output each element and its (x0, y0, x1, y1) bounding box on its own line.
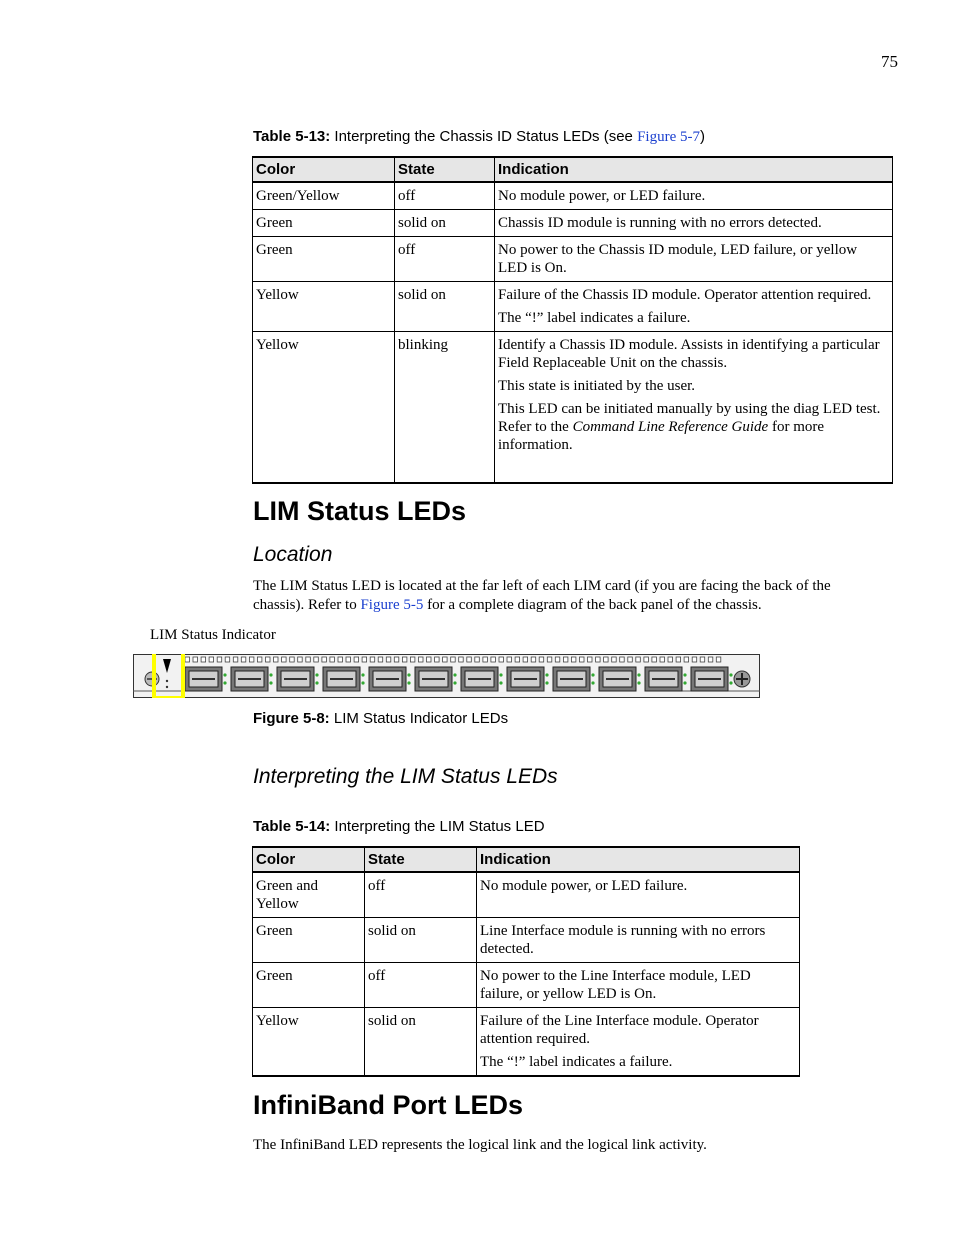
guide-title: Command Line Reference Guide (572, 419, 769, 435)
table-caption-text: Interpreting the Chassis ID Status LEDs (see (330, 128, 638, 145)
table-row (253, 210, 893, 237)
led-square (427, 657, 432, 662)
indication-text: Identify a Chassis ID module. Assists in identifying a particular Field Replaceable Unit on the chassis. (498, 337, 880, 371)
led-square (185, 657, 190, 662)
indication-text: No power to the Line Interface module, LED failure, or yellow LED is On. (480, 968, 751, 1002)
cell-state: solid on (365, 918, 477, 963)
cell-indication (477, 918, 800, 963)
led-square (209, 657, 214, 662)
cell-color: Yellow (253, 332, 395, 483)
infiniband-port (645, 667, 687, 691)
indication-note-start: This LED can be initiated manually by using the diag LED test. Refer to the (498, 401, 881, 435)
led-square (354, 657, 359, 662)
header-indication: Indication (495, 157, 893, 182)
cell-indication (477, 1008, 800, 1077)
indication-text: Failure of the Line Interface module. Operator attention required. (480, 1013, 759, 1047)
led-square (692, 657, 697, 662)
indication-text: No power to the Chassis ID module, LED failure, or yellow LED is On. (498, 242, 858, 276)
subsection-title-location: Location (253, 543, 333, 566)
led-square (282, 657, 287, 662)
table-row (253, 237, 893, 282)
led-square (507, 657, 512, 662)
right-screw-icon (734, 671, 750, 687)
led-square (459, 657, 464, 662)
led-square (620, 657, 625, 662)
led-square (580, 657, 585, 662)
led-square (338, 657, 343, 662)
led-square (370, 657, 375, 662)
led-square (225, 657, 230, 662)
lim-status-led-table (252, 846, 800, 1077)
table-caption-label: Table 5-13: (253, 128, 331, 145)
led-square (652, 657, 657, 662)
led-square (700, 657, 705, 662)
header-color: Color (253, 157, 395, 182)
infiniband-port (691, 667, 733, 691)
cell-state: off (365, 963, 477, 1008)
table-caption-text: Interpreting the LIM Status LED (330, 818, 545, 835)
figure-5-8-caption (253, 710, 508, 727)
table-caption-label: Table 5-14: (253, 818, 331, 835)
cell-color: Green and Yellow (253, 872, 365, 918)
header-color: Color (253, 847, 365, 872)
led-square (451, 657, 456, 662)
table-header-row (253, 157, 893, 182)
cell-state: blinking (395, 332, 495, 483)
table-row (253, 1008, 800, 1077)
led-square (257, 657, 262, 662)
page-number: 75 (881, 52, 898, 71)
led-square (233, 657, 238, 662)
lim-card-panel-illustration (133, 654, 760, 698)
led-square (217, 657, 222, 662)
led-square (531, 657, 536, 662)
led-square (684, 657, 689, 662)
led-square (290, 657, 295, 662)
led-square (266, 657, 271, 662)
led-square (241, 657, 246, 662)
led-square (483, 657, 488, 662)
led-square (475, 657, 480, 662)
indication-text: No module power, or LED failure. (480, 878, 688, 894)
led-square (330, 657, 335, 662)
led-square (249, 657, 254, 662)
lim-status-indicator-label: LIM Status Indicator (150, 627, 276, 643)
led-square (547, 657, 552, 662)
infiniband-port (553, 667, 595, 691)
cell-indication (477, 963, 800, 1008)
cell-indication (495, 182, 893, 210)
led-square (386, 657, 391, 662)
cell-indication (495, 237, 893, 282)
chassis-id-led-table (252, 156, 893, 484)
indication-note: This state is initiated by the user. (498, 378, 696, 394)
led-square (201, 657, 206, 662)
indication-text: Chassis ID module is running with no errors detected. (498, 215, 822, 231)
led-square (515, 657, 520, 662)
indication-text: Line Interface module is running with no errors detected. (480, 923, 766, 957)
led-square (443, 657, 448, 662)
led-square (410, 657, 415, 662)
cell-color: Green (253, 237, 395, 282)
led-square (612, 657, 617, 662)
location-paragraph (253, 577, 863, 615)
cell-state: solid on (395, 282, 495, 332)
led-square (394, 657, 399, 662)
cell-state: solid on (365, 1008, 477, 1077)
led-square (322, 657, 327, 662)
led-square (378, 657, 383, 662)
infiniband-port (599, 667, 641, 691)
cell-indication (495, 282, 893, 332)
table-5-14-caption (253, 818, 545, 835)
cell-indication (495, 332, 893, 483)
led-square (563, 657, 568, 662)
led-square (539, 657, 544, 662)
figure-5-7-link[interactable]: Figure 5-7 (637, 129, 700, 145)
cell-indication (477, 872, 800, 918)
led-square (636, 657, 641, 662)
figure-5-5-link[interactable]: Figure 5-5 (360, 597, 424, 613)
led-square (314, 657, 319, 662)
infiniband-port (415, 667, 457, 691)
indication-text: Failure of the Chassis ID module. Operator attention required. (498, 287, 872, 303)
led-square (419, 657, 424, 662)
cell-state: off (395, 182, 495, 210)
table-row (253, 182, 893, 210)
cell-color: Green (253, 918, 365, 963)
led-square (491, 657, 496, 662)
table-row (253, 282, 893, 332)
led-square (555, 657, 560, 662)
infiniband-port (369, 667, 411, 691)
led-square (571, 657, 576, 662)
infiniband-port (507, 667, 549, 691)
header-state: State (395, 157, 495, 182)
led-square (596, 657, 601, 662)
infiniband-paragraph: The InfiniBand LED represents the logical link and the logical link activity. (253, 1137, 707, 1153)
header-indication: Indication (477, 847, 800, 872)
infiniband-port (231, 667, 273, 691)
led-square (362, 657, 367, 662)
led-square (467, 657, 472, 662)
section-title-lim-status-leds: LIM Status LEDs (253, 496, 467, 526)
indication-note: The “!” label indicates a failure. (480, 1054, 673, 1070)
led-square (499, 657, 504, 662)
figure-caption-label: Figure 5-8: (253, 710, 330, 727)
cell-state: off (365, 872, 477, 918)
cell-color: Green (253, 210, 395, 237)
led-square (523, 657, 528, 662)
led-square (660, 657, 665, 662)
cell-state: off (395, 237, 495, 282)
cell-color: Yellow (253, 1008, 365, 1077)
led-square (193, 657, 198, 662)
subsection-title-interpreting-lim: Interpreting the LIM Status LEDs (253, 765, 558, 788)
infiniband-port (461, 667, 503, 691)
infiniband-port (323, 667, 365, 691)
led-square (628, 657, 633, 662)
led-square (435, 657, 440, 662)
infiniband-port (185, 667, 227, 691)
indication-note: The “!” label indicates a failure. (498, 310, 691, 326)
location-text: The LIM Status LED is located at the far left of each LIM card (if you are facing the back of the chassis). Refer to (253, 578, 831, 613)
indication-note (498, 400, 889, 454)
figure-caption-text: LIM Status Indicator LEDs (329, 710, 509, 727)
led-square (298, 657, 303, 662)
header-state: State (365, 847, 477, 872)
table-5-13-caption (253, 128, 705, 146)
cell-color: Green (253, 963, 365, 1008)
table-header-row (253, 847, 800, 872)
led-square (346, 657, 351, 662)
table-row (253, 332, 893, 483)
led-square (274, 657, 279, 662)
table-row (253, 872, 800, 918)
infiniband-port (277, 667, 319, 691)
table-row (253, 963, 800, 1008)
led-square (644, 657, 649, 662)
led-square (306, 657, 311, 662)
led-square (402, 657, 407, 662)
cell-color: Yellow (253, 282, 395, 332)
led-square (708, 657, 713, 662)
led-square (668, 657, 673, 662)
led-square (604, 657, 609, 662)
indication-text: No module power, or LED failure. (498, 188, 706, 204)
indication-note-end: for more information. (498, 419, 825, 453)
cell-color: Green/Yellow (253, 182, 395, 210)
table-row (253, 918, 800, 963)
location-text-end: for a complete diagram of the back panel of the chassis. (423, 597, 762, 613)
port-led-row (185, 657, 721, 662)
cell-indication (495, 210, 893, 237)
led-square (676, 657, 681, 662)
led-square (588, 657, 593, 662)
cell-state: solid on (395, 210, 495, 237)
section-title-infiniband-port-leds: InfiniBand Port LEDs (253, 1090, 523, 1120)
led-square (716, 657, 721, 662)
table-caption-end: ) (699, 128, 705, 145)
